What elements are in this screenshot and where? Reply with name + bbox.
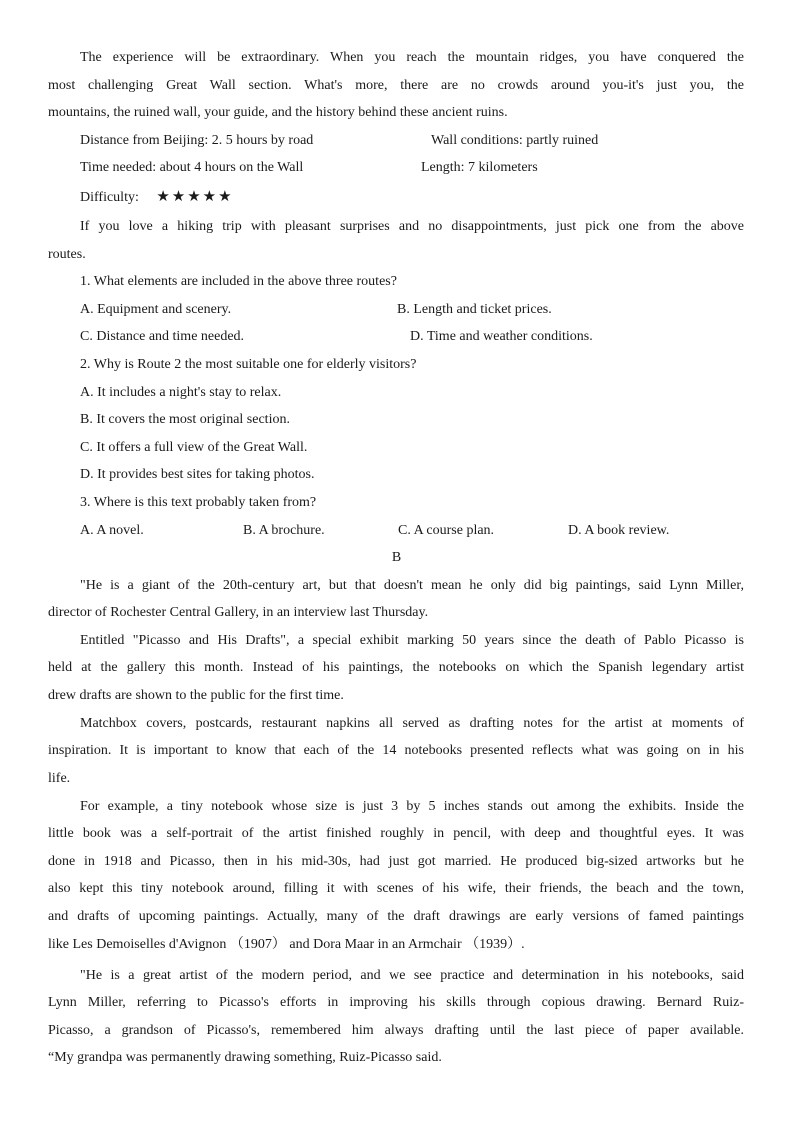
question-1-option-b: B. Length and ticket prices. bbox=[397, 302, 552, 317]
question-3-stem: 3. Where is this text probably taken from? bbox=[80, 495, 317, 510]
para-line: inspiration. It is important to know that each of the 14 notebooks presented reflects what was going on in his bbox=[48, 743, 744, 758]
para-line: If you love a hiking trip with pleasant surprises and no disappointments, just pick one from the above bbox=[80, 219, 744, 234]
para-line: “My grandpa was permanently drawing something, Ruiz-Picasso said. bbox=[48, 1050, 442, 1065]
info-length: Length: 7 kilometers bbox=[421, 160, 538, 175]
question-2-option-a: A. It includes a night's stay to relax. bbox=[80, 385, 282, 400]
question-2-option-d: D. It provides best sites for taking photos. bbox=[80, 467, 315, 482]
question-3-option-b: B. A brochure. bbox=[243, 523, 325, 538]
question-3-option-d: D. A book review. bbox=[568, 523, 670, 538]
question-3-option-c: C. A course plan. bbox=[398, 523, 495, 538]
question-1-option-d: D. Time and weather conditions. bbox=[410, 329, 593, 344]
question-3-option-a: A. A novel. bbox=[80, 523, 144, 538]
para-line: Matchbox covers, postcards, restaurant napkins all served as drafting notes for the artist at moments of bbox=[80, 716, 744, 731]
section-b-heading: B bbox=[391, 550, 402, 565]
para-line: life. bbox=[48, 771, 71, 786]
para-line: mountains, the ruined wall, your guide, and the history behind these ancient ruins. bbox=[48, 105, 508, 120]
para-line: Lynn Miller, referring to Picasso's efforts in improving his skills through copious drawing. Bernard Ruiz- bbox=[48, 995, 744, 1010]
para-line: "He is a great artist of the modern period, and we see practice and determination in his notebooks, said bbox=[80, 968, 744, 983]
difficulty-label: Difficulty: bbox=[80, 190, 139, 205]
para-line: routes. bbox=[48, 247, 86, 262]
para-line: little book was a self-portrait of the artist finished roughly in pencil, with deep and thoughtful eyes. It was bbox=[48, 826, 744, 841]
info-distance: Distance from Beijing: 2. 5 hours by road bbox=[80, 133, 314, 148]
info-difficulty bbox=[80, 187, 234, 207]
para-line: The experience will be extraordinary. When you reach the mountain ridges, you have conquered the bbox=[80, 50, 744, 65]
info-time-needed: Time needed: about 4 hours on the Wall bbox=[80, 160, 304, 175]
question-1-stem: 1. What elements are included in the above three routes? bbox=[80, 274, 397, 289]
para-line: director of Rochester Central Gallery, in an interview last Thursday. bbox=[48, 605, 429, 620]
para-line: held at the gallery this month. Instead of his paintings, the notebooks on which the Spanish legendary artist bbox=[48, 660, 744, 675]
para-line: done in 1918 and Picasso, then in his mid-30s, had just got married. He produced big-sized artworks but he bbox=[48, 854, 744, 869]
difficulty-stars: ★★★★★ bbox=[156, 187, 234, 205]
para-line: "He is a giant of the 20th-century art, but that doesn't mean he only did big paintings, said Lynn Miller, bbox=[80, 578, 744, 593]
question-2-option-c: C. It offers a full view of the Great Wall. bbox=[80, 440, 308, 455]
question-2-option-b: B. It covers the most original section. bbox=[80, 412, 290, 427]
para-line: also kept this tiny notebook around, filling it with scenes of his wife, their friends, the beach and the town, bbox=[48, 881, 744, 896]
info-wall-conditions: Wall conditions: partly ruined bbox=[431, 133, 599, 148]
question-1-option-a: A. Equipment and scenery. bbox=[80, 302, 232, 317]
para-line: For example, a tiny notebook whose size is just 3 by 5 inches stands out among the exhibits. Inside the bbox=[80, 799, 744, 814]
para-line: Picasso, a grandson of Picasso's, remembered him always drafting until the last piece of paper available. bbox=[48, 1023, 744, 1038]
question-1-option-c: C. Distance and time needed. bbox=[80, 329, 245, 344]
para-line: and drafts of upcoming paintings. Actually, many of the draft drawings are early versions of famed paintings bbox=[48, 909, 744, 924]
question-2-stem: 2. Why is Route 2 the most suitable one for elderly visitors? bbox=[80, 357, 417, 372]
para-line: drew drafts are shown to the public for the first time. bbox=[48, 688, 344, 703]
para-line: like Les Demoiselles d'Avignon （1907） and Dora Maar in an Armchair （1939）. bbox=[48, 937, 525, 952]
para-line: Entitled "Picasso and His Drafts", a special exhibit marking 50 years since the death of Pablo Picasso is bbox=[80, 633, 744, 648]
para-line: most challenging Great Wall section. What's more, there are no crowds around you-it's just you, the bbox=[48, 78, 744, 93]
